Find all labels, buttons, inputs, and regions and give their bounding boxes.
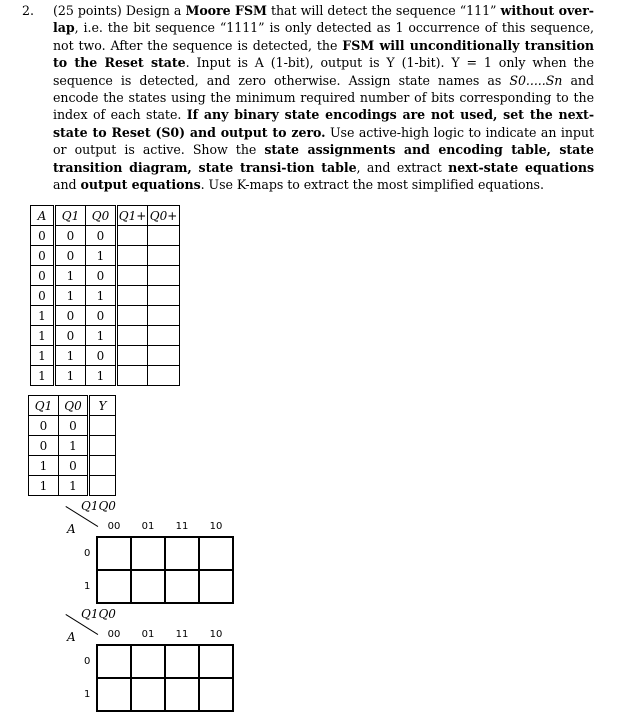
kmap-cell[interactable] <box>166 571 200 604</box>
table-cell: 0 <box>86 306 117 326</box>
kmap-row-label: 0 <box>84 656 91 667</box>
blank-cell[interactable] <box>89 416 116 436</box>
table-cell: 1 <box>31 306 55 326</box>
table-cell: 0 <box>31 266 55 286</box>
table-cell: 0 <box>31 286 55 306</box>
table-cell: 0 <box>86 226 117 246</box>
text-segment: , and extract <box>356 159 449 175</box>
table-row <box>31 326 180 346</box>
blank-cell[interactable] <box>117 306 148 326</box>
text-segment: that will detect the sequence “111” <box>266 3 501 18</box>
kmap-col-label: 01 <box>141 629 155 640</box>
header-cell: Q1 <box>55 206 86 226</box>
table-cell: 1 <box>29 456 59 476</box>
table-cell: 1 <box>86 366 117 386</box>
text-segment: and <box>53 177 81 193</box>
kmap-cell[interactable] <box>166 646 200 679</box>
table-row <box>31 246 180 266</box>
problem-statement <box>22 2 594 193</box>
header-cell: Q1+ <box>117 206 148 226</box>
kmap-q0-next <box>64 607 264 724</box>
table-cell: 1 <box>59 476 89 496</box>
kmap-cell[interactable] <box>132 679 166 712</box>
table-row <box>31 226 180 246</box>
table-cell: 1 <box>86 286 117 306</box>
kmap-cell[interactable] <box>200 538 234 571</box>
table-cell: 0 <box>31 246 55 266</box>
table-cell: 0 <box>55 246 86 266</box>
table-cell: 0 <box>29 436 59 456</box>
kmap-row-label: 1 <box>84 581 91 592</box>
blank-cell[interactable] <box>148 266 180 286</box>
table-cell: 1 <box>59 436 89 456</box>
problem-number: 2. <box>22 3 34 18</box>
blank-cell[interactable] <box>117 246 148 266</box>
emphasis-text: output equations <box>80 177 201 193</box>
kmap-cell[interactable] <box>98 571 132 604</box>
blank-cell[interactable] <box>89 456 116 476</box>
text-segment: and encode the states using the minimum required number of bits corresponding to the index of each state. <box>53 72 594 123</box>
kmap-col-label: 01 <box>141 521 155 532</box>
blank-cell[interactable] <box>148 246 180 266</box>
table-cell: 1 <box>55 346 86 366</box>
kmap-row-label: 0 <box>84 548 91 559</box>
table-cell: 1 <box>55 366 86 386</box>
kmap-left-variable: A <box>67 630 76 644</box>
kmap-grid <box>96 536 234 604</box>
emphasis-text: next-state equations <box>448 159 594 175</box>
table-cell: 0 <box>55 306 86 326</box>
kmap-q1-next <box>64 499 264 616</box>
blank-cell[interactable] <box>148 286 180 306</box>
kmap-col-label: 00 <box>107 521 121 532</box>
table-cell: 0 <box>59 456 89 476</box>
kmap-cell[interactable] <box>166 679 200 712</box>
table-cell: 0 <box>59 416 89 436</box>
kmap-top-variable: Q1Q0 <box>81 607 116 621</box>
kmap-top-variable: Q1Q0 <box>81 499 116 513</box>
emphasis-text: If any binary state encodings are not used, set the next-state to Reset (S0) and output to zero. <box>53 107 594 140</box>
header-cell: Q0 <box>86 206 117 226</box>
table-cell: 1 <box>31 346 55 366</box>
kmap-cell[interactable] <box>132 538 166 571</box>
table-row <box>31 366 180 386</box>
kmap-cell[interactable] <box>200 646 234 679</box>
blank-cell[interactable] <box>148 326 180 346</box>
next-state-table <box>30 205 180 386</box>
blank-cell[interactable] <box>117 346 148 366</box>
table-cell: 1 <box>86 326 117 346</box>
header-cell: A <box>31 206 55 226</box>
kmap-col-label: 10 <box>209 629 223 640</box>
kmap-cell[interactable] <box>98 679 132 712</box>
text-segment: . Input is A (1-bit), output is Y (1-bit). Y = 1 only when the sequence is detected, and zero otherwise. Assign state names as <box>53 55 594 88</box>
table-row <box>29 476 116 496</box>
blank-cell[interactable] <box>148 346 180 366</box>
table-row <box>29 436 116 456</box>
problem-body <box>22 2 594 193</box>
table-cell: 0 <box>55 326 86 346</box>
kmap-row-label: 1 <box>84 689 91 700</box>
table-cell: 1 <box>31 366 55 386</box>
table-cell: 0 <box>86 266 117 286</box>
emphasis-text: state assignments and encoding table, state transition diagram, state transi-tion table <box>53 142 594 175</box>
table-cell: 1 <box>55 266 86 286</box>
table-cell: 0 <box>29 416 59 436</box>
blank-cell[interactable] <box>117 326 148 346</box>
text-segment: . Use K-maps to extract the most simplified equations. <box>200 177 544 193</box>
blank-cell[interactable] <box>148 306 180 326</box>
text-segment: Use active-high logic to indicate an input or output is active. Show the <box>53 124 594 158</box>
table-row <box>29 456 116 476</box>
table-cell: 0 <box>86 346 117 366</box>
blank-cell[interactable] <box>117 366 148 386</box>
table-cell: 0 <box>31 226 55 246</box>
header-cell: Q0+ <box>148 206 180 226</box>
blank-cell[interactable] <box>89 476 116 496</box>
text-segment: Design a <box>121 3 186 18</box>
kmap-cell[interactable] <box>200 571 234 604</box>
text-segment: , i.e. the bit sequence “1111” is only detected as 1 occurrence of this sequence, not two. After the sequence is detected, the <box>53 20 594 53</box>
kmap-col-label: 00 <box>107 629 121 640</box>
kmap-grid <box>96 644 234 712</box>
table-row <box>31 266 180 286</box>
table-cell: 0 <box>55 226 86 246</box>
kmap-col-label: 10 <box>209 521 223 532</box>
blank-cell[interactable] <box>148 366 180 386</box>
problem-points: (25 points) <box>53 3 122 18</box>
state-names-text: S0.....Sn <box>509 72 563 88</box>
table-row <box>29 416 116 436</box>
table-cell: 1 <box>29 476 59 496</box>
blank-cell[interactable] <box>117 226 148 246</box>
header-cell: Q1 <box>29 396 59 416</box>
header-cell: Y <box>89 396 116 416</box>
table-header-row <box>31 206 180 226</box>
kmap-left-variable: A <box>67 522 76 536</box>
table-row <box>31 286 180 306</box>
table-cell: 1 <box>86 246 117 266</box>
blank-cell[interactable] <box>148 226 180 246</box>
kmap-cell[interactable] <box>98 646 132 679</box>
kmap-cell[interactable] <box>200 679 234 712</box>
emphasis-text: FSM will unconditionally transition to the Reset state <box>53 37 594 71</box>
table-header-row <box>29 396 116 416</box>
kmap-cell[interactable] <box>132 571 166 604</box>
kmap-col-label: 11 <box>175 629 189 640</box>
table-row <box>31 346 180 366</box>
blank-cell[interactable] <box>117 266 148 286</box>
table-cell: 1 <box>55 286 86 306</box>
kmap-cell[interactable] <box>98 538 132 571</box>
output-table <box>28 395 116 496</box>
table-cell: 1 <box>31 326 55 346</box>
blank-cell[interactable] <box>117 286 148 306</box>
blank-cell[interactable] <box>89 436 116 456</box>
header-cell: Q0 <box>59 396 89 416</box>
kmap-cell[interactable] <box>166 538 200 571</box>
table-row <box>31 306 180 326</box>
emphasis-text: without over-lap <box>53 3 594 36</box>
kmap-col-label: 11 <box>175 521 189 532</box>
emphasis-text: Moore FSM <box>185 3 267 18</box>
kmap-cell[interactable] <box>132 646 166 679</box>
